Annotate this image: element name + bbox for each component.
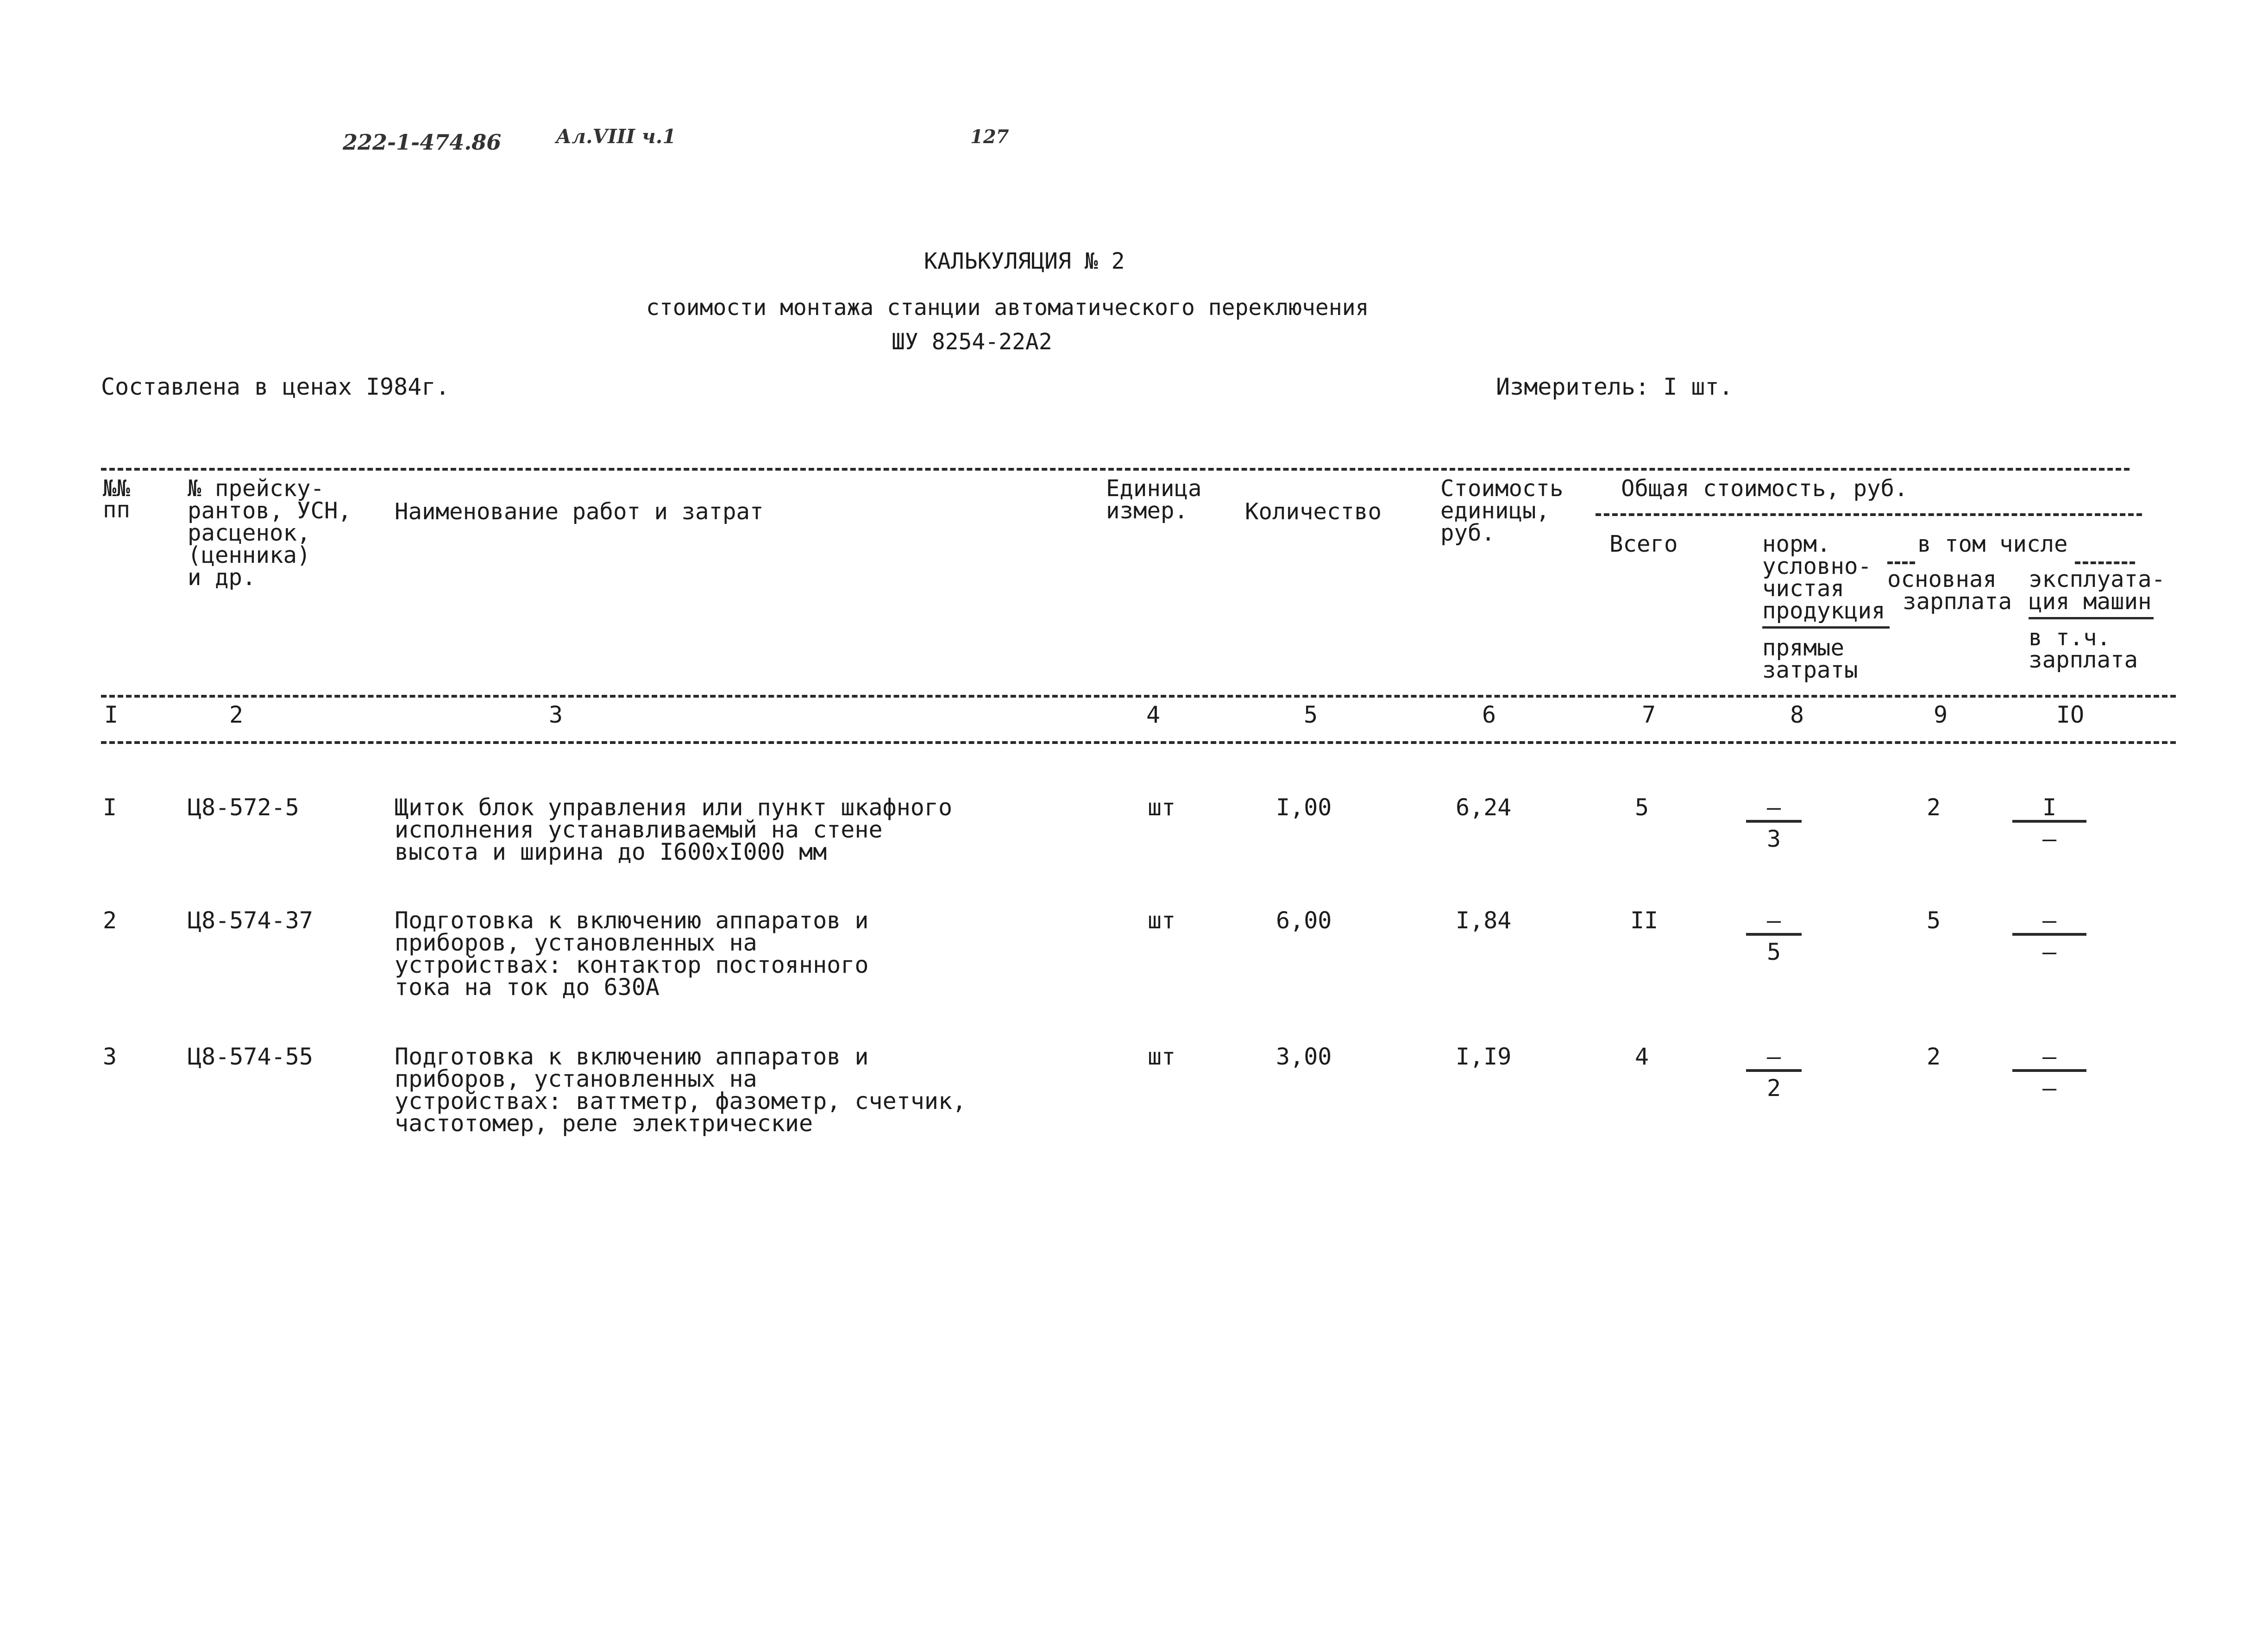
price-basis: Составлена в ценах I984г. bbox=[101, 373, 450, 400]
header-col10-bottom-line1: в т.ч. bbox=[2029, 624, 2111, 651]
header-col9-line2: зарплата bbox=[1903, 588, 2012, 615]
row-number: 3 bbox=[103, 1043, 117, 1070]
row-total: 4 bbox=[1635, 1043, 1649, 1070]
row-c10-top: I bbox=[2042, 794, 2057, 821]
colnum-9: 9 bbox=[1933, 701, 1948, 728]
row-quantity: I,00 bbox=[1276, 794, 1332, 821]
header-col8-line1: норм. bbox=[1762, 531, 1831, 557]
colnum-2: 2 bbox=[229, 701, 244, 728]
table-top-border bbox=[101, 468, 2130, 471]
header-col3: Наименование работ и затрат bbox=[395, 498, 764, 525]
colnum-5: 5 bbox=[1303, 701, 1318, 728]
header-col1-line2: пп bbox=[103, 497, 131, 523]
header-col2-line2: рантов, УСН, bbox=[188, 498, 352, 524]
header-col7: Всего bbox=[1609, 531, 1678, 557]
colnum-10: IO bbox=[2056, 701, 2085, 728]
row-c9: 2 bbox=[1927, 1043, 1941, 1070]
header-col8-bottom-line2: затраты bbox=[1762, 657, 1858, 683]
row-c8-top: – bbox=[1766, 794, 1781, 821]
row-name-line3: устройствах: ваттметр, фазометр, счетчик, bbox=[395, 1088, 967, 1115]
colnum-4: 4 bbox=[1146, 701, 1161, 728]
row-total: 5 bbox=[1635, 794, 1649, 821]
row-unit-cost: I,I9 bbox=[1456, 1043, 1512, 1070]
document-subtitle-line2: ШУ 8254-22А2 bbox=[892, 329, 1052, 355]
colnum-7: 7 bbox=[1641, 701, 1656, 728]
header-col6-line3: руб. bbox=[1440, 520, 1495, 546]
row-name-line2: приборов, установленных на bbox=[395, 929, 757, 956]
header-col2-line4: (ценника) bbox=[188, 542, 311, 568]
header-col8-bottom-line1: прямые bbox=[1762, 635, 1845, 661]
header-col6-line1: Стоимость bbox=[1440, 475, 1564, 502]
row-name-line2: приборов, установленных на bbox=[395, 1065, 757, 1092]
row-name-line1: Подготовка к включению аппаратов и bbox=[395, 907, 869, 934]
row-name-line3: устройствах: контактор постоянного bbox=[395, 951, 869, 978]
row-total: II bbox=[1630, 907, 1659, 934]
row-name-line1: Щиток блок управления или пункт шкафного bbox=[395, 794, 953, 821]
colnum-1: I bbox=[104, 701, 119, 728]
row-c8-bottom: 2 bbox=[1766, 1075, 1781, 1102]
row-c10-top: – bbox=[2042, 1043, 2057, 1070]
row-name-line4: тока на ток до 630А bbox=[395, 974, 660, 1001]
measure-unit: Измеритель: I шт. bbox=[1496, 373, 1733, 400]
album-reference: Ал.VIII ч.1 bbox=[556, 125, 676, 148]
row-quantity: 3,00 bbox=[1276, 1043, 1332, 1070]
document-code: 222-1-474.86 bbox=[343, 130, 502, 155]
header-col5: Количество bbox=[1245, 498, 1382, 525]
row-unit: шт bbox=[1148, 794, 1176, 821]
header-col8-underline bbox=[1762, 626, 1890, 629]
total-group-divider bbox=[1596, 513, 2142, 516]
row-unit-cost: I,84 bbox=[1456, 907, 1512, 934]
row-unit: шт bbox=[1148, 1043, 1176, 1070]
row-unit-cost: 6,24 bbox=[1456, 794, 1512, 821]
header-including: в том числе bbox=[1917, 531, 2068, 557]
document-subtitle-line1: стоимости монтажа станции автоматического переключения bbox=[646, 295, 1369, 321]
row-c10-bottom: – bbox=[2042, 938, 2057, 965]
colnum-6: 6 bbox=[1482, 701, 1496, 728]
header-col8-line4: продукция bbox=[1762, 598, 1885, 624]
header-col10-underline bbox=[2029, 617, 2154, 619]
document-title: КАЛЬКУЛЯЦИЯ № 2 bbox=[924, 248, 1125, 274]
colnum-3: 3 bbox=[548, 701, 563, 728]
header-col6-line2: единицы, bbox=[1440, 498, 1550, 524]
incl-dash-left bbox=[1887, 561, 1915, 564]
header-col9-line1: основная bbox=[1887, 566, 1997, 592]
row-c8-bottom: 3 bbox=[1766, 825, 1781, 852]
page-number: 127 bbox=[970, 126, 1009, 148]
header-col10-line2: ция машин bbox=[2029, 588, 2152, 615]
row-c10-bottom: – bbox=[2042, 825, 2057, 852]
row-c10-fraction-line bbox=[2012, 933, 2086, 936]
incl-dash-right bbox=[2075, 561, 2135, 564]
row-c8-bottom: 5 bbox=[1766, 938, 1781, 965]
header-col4-line2: измер. bbox=[1106, 498, 1188, 524]
row-c8-top: – bbox=[1766, 907, 1781, 934]
row-code: Ц8-574-55 bbox=[188, 1043, 313, 1070]
header-col8-line3: чистая bbox=[1762, 575, 1845, 602]
header-col10-line1: эксплуата- bbox=[2029, 566, 2166, 592]
header-col4-line1: Единица bbox=[1106, 475, 1202, 502]
header-col10-bottom-line2: зарплата bbox=[2029, 647, 2138, 673]
header-col1-line1: №№ bbox=[103, 475, 131, 502]
header-bottom-border bbox=[101, 695, 2176, 698]
row-code: Ц8-572-5 bbox=[188, 794, 299, 821]
row-number: 2 bbox=[103, 907, 117, 934]
row-c10-bottom: – bbox=[2042, 1075, 2057, 1102]
row-c10-fraction-line bbox=[2012, 820, 2086, 823]
header-col2-line3: расценок, bbox=[188, 520, 311, 546]
row-c8-top: – bbox=[1766, 1043, 1781, 1070]
row-c8-fraction-line bbox=[1746, 1069, 1802, 1072]
row-c8-fraction-line bbox=[1746, 820, 1802, 823]
row-code: Ц8-574-37 bbox=[188, 907, 313, 934]
header-col2-line1: № прейску- bbox=[188, 475, 325, 502]
column-numbers-bottom-border bbox=[101, 741, 2176, 744]
header-col2-line5: и др. bbox=[188, 564, 256, 591]
row-quantity: 6,00 bbox=[1276, 907, 1332, 934]
row-c10-fraction-line bbox=[2012, 1069, 2086, 1072]
row-number: I bbox=[103, 794, 117, 821]
row-unit: шт bbox=[1148, 907, 1176, 934]
row-name-line4: частотомер, реле электрические bbox=[395, 1110, 813, 1137]
header-total-group: Общая стоимость, руб. bbox=[1621, 475, 1908, 502]
row-c9: 5 bbox=[1927, 907, 1941, 934]
row-name-line3: высота и ширина до I600хI000 мм bbox=[395, 838, 827, 865]
row-name-line1: Подготовка к включению аппаратов и bbox=[395, 1043, 869, 1070]
row-c10-top: – bbox=[2042, 907, 2057, 934]
row-c9: 2 bbox=[1927, 794, 1941, 821]
header-col8-line2: условно- bbox=[1762, 553, 1872, 579]
row-name-line2: исполнения устанавливаемый на стене bbox=[395, 816, 883, 843]
row-c8-fraction-line bbox=[1746, 933, 1802, 936]
colnum-8: 8 bbox=[1790, 701, 1804, 728]
